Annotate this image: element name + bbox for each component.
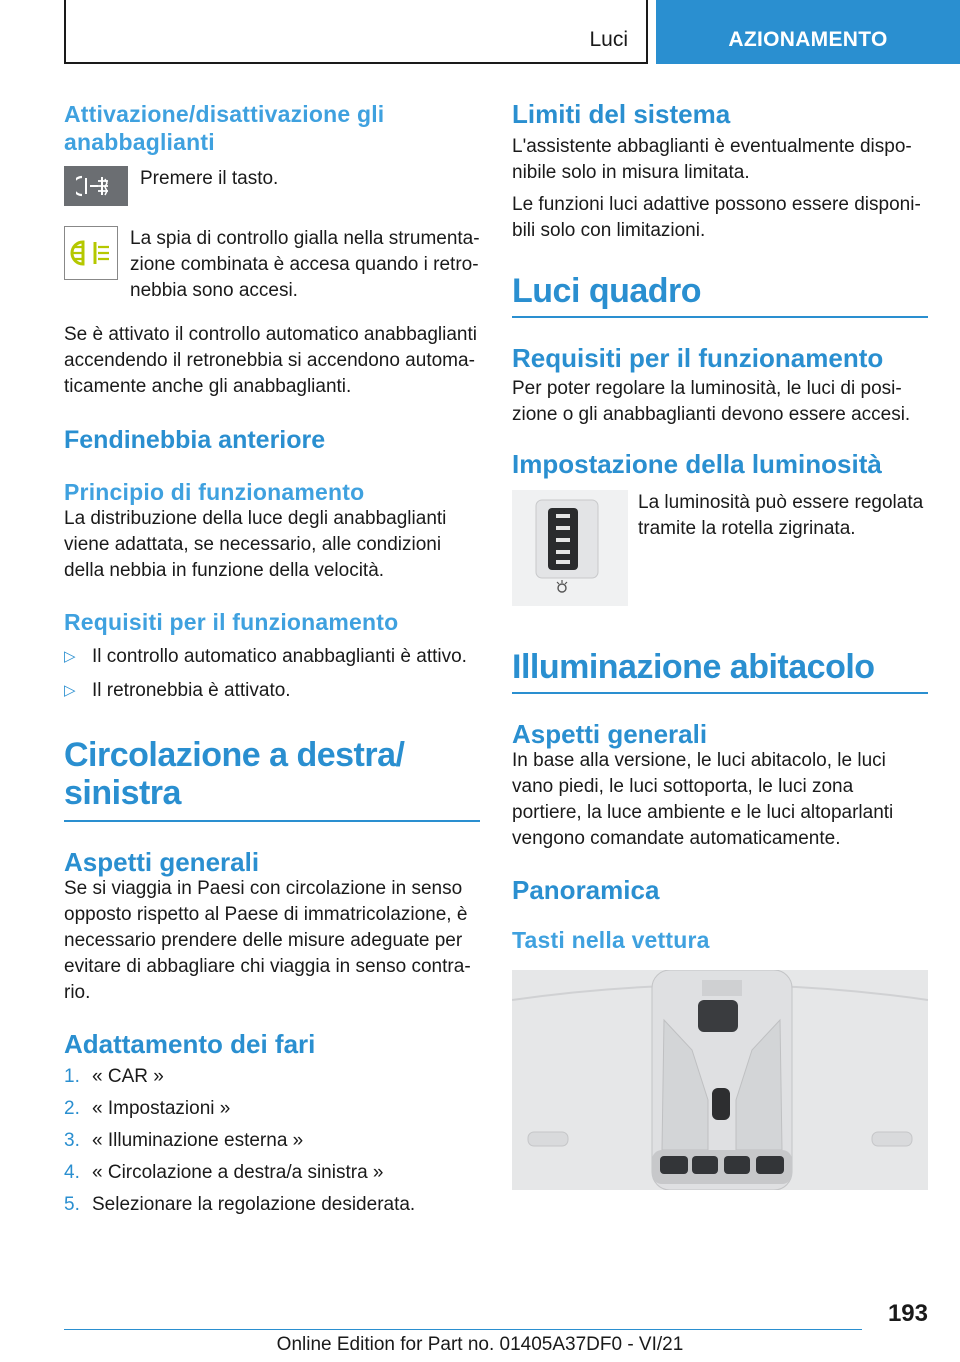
heading-luci-quadro: Luci quadro: [512, 272, 702, 310]
auto-control-text: Se è attivato il controllo automatico anabbaglianti accendendo il retronebbia si accendono automaticamente anche gli anabbaglianti.: [64, 324, 477, 397]
heading-aspetti-right: Aspetti generali: [512, 719, 708, 749]
roof-console-image: [512, 970, 928, 1190]
footer-divider: [64, 1329, 862, 1330]
indicator-text: La spia di controllo gialla nella strumentazione combinata è accesa quando i retronebbia sono accesi.: [130, 228, 480, 301]
thumbwheel-image: [512, 490, 628, 606]
indicator-row: [64, 226, 480, 304]
step-number: 1.: [64, 1066, 80, 1087]
heading-limiti: Limiti del sistema: [512, 99, 731, 129]
step-text: Selezionare la regolazione desiderata.: [92, 1194, 416, 1215]
header-chapter-tab: AZIONAMENTO: [656, 0, 960, 64]
list-item-text: Il retronebbia è attivato.: [92, 680, 291, 701]
limiti-text-2: Le funzioni luci adattive possono essere disponibili solo con limitazioni.: [512, 194, 921, 241]
page-number: 193: [887, 1300, 928, 1327]
heading-tasti: Tasti nella vettura: [512, 927, 710, 953]
step-text: « Illuminazione esterna »: [92, 1130, 304, 1151]
rear-fog-button-icon: [64, 166, 128, 206]
header-frame: [64, 0, 648, 64]
bullet-marker: ▷: [64, 682, 76, 699]
heading-requisiti-left: Requisiti per il funzionamento: [64, 609, 399, 635]
section-circolazione: [64, 736, 480, 822]
limiti-text-1: L'assistente abbaglianti è eventualmente disponibile solo in misura limitata.: [512, 136, 912, 183]
bullet-marker: ▷: [64, 648, 76, 665]
list-item: [64, 1192, 480, 1218]
heading-impostazione: Impostazione della luminosità: [512, 449, 882, 479]
heading-circolazione: Circolazione a destra/ sinistra: [64, 736, 405, 812]
steps-list: [64, 1064, 480, 1218]
aspetti-text-right: In base alla versione, le luci abitacolo, le luci vano piedi, le luci sottoporta, le luci zona portiere, la luce ambiente e le luci altoparlanti vengono comandate automaticamente.: [512, 750, 894, 849]
step-number: 3.: [64, 1130, 80, 1151]
list-item: [64, 1064, 480, 1090]
list-item: [64, 644, 480, 670]
step-number: 2.: [64, 1098, 80, 1119]
press-button-text: Premere il tasto.: [140, 168, 279, 189]
rear-fog-indicator-icon: [64, 226, 118, 280]
principio-text: La distribuzione della luce degli anabbaglianti viene adattata, se necessario, alle condizioni della nebbia in funzione della velocità.: [64, 508, 447, 581]
heading-fendinebbia: Fendinebbia anteriore: [64, 426, 326, 454]
step-number: 5.: [64, 1194, 80, 1215]
heading-illuminazione: Illuminazione abitacolo: [512, 648, 875, 686]
heading-adattamento: Adattamento dei fari: [64, 1029, 316, 1059]
requisiti-list: [64, 644, 480, 704]
heading-panoramica: Panoramica: [512, 875, 660, 905]
press-button-row: [64, 166, 480, 206]
step-text: « CAR »: [92, 1066, 164, 1087]
heading-attivazione: Attivazione/disattivazione gli anabbaglianti: [64, 101, 385, 155]
heading-aspetti-left: Aspetti generali: [64, 847, 260, 877]
left-column: [64, 100, 480, 1218]
thumbwheel-row: [512, 490, 928, 606]
aspetti-text-left: Se si viaggia in Paesi con circolazione in senso opposto rispetto al Paese di immatricolazione, è necessario prendere delle misure adeguate per evitare di abbagliare chi viaggia in senso contrario.: [64, 878, 471, 1003]
step-text: « Impostazioni »: [92, 1098, 231, 1119]
header-section-title: Luci: [589, 28, 628, 51]
section-luci-quadro: [512, 272, 928, 318]
step-number: 4.: [64, 1162, 80, 1183]
list-item: [64, 1096, 480, 1122]
list-item-text: Il controllo automatico anabbaglianti è attivo.: [92, 646, 467, 667]
list-item: [64, 1128, 480, 1154]
list-item: [64, 678, 480, 704]
step-text: « Circolazione a destra/a sinistra »: [92, 1162, 384, 1183]
heading-requisiti-right: Requisiti per il funzionamento: [512, 343, 884, 373]
footer-edition: Online Edition for Part no. 01405A37DF0 - VI/21: [276, 1334, 684, 1355]
list-item: [64, 1160, 480, 1186]
impostazione-text: La luminosità può essere regolata tramite la rotella zigrinata.: [638, 492, 924, 539]
requisiti-text-right: Per poter regolare la luminosità, le luci di posizione o gli anabbaglianti devono essere accesi.: [512, 378, 911, 425]
right-column: [512, 100, 928, 1190]
heading-principio: Principio di funzionamento: [64, 479, 365, 505]
section-illuminazione: [512, 648, 928, 694]
